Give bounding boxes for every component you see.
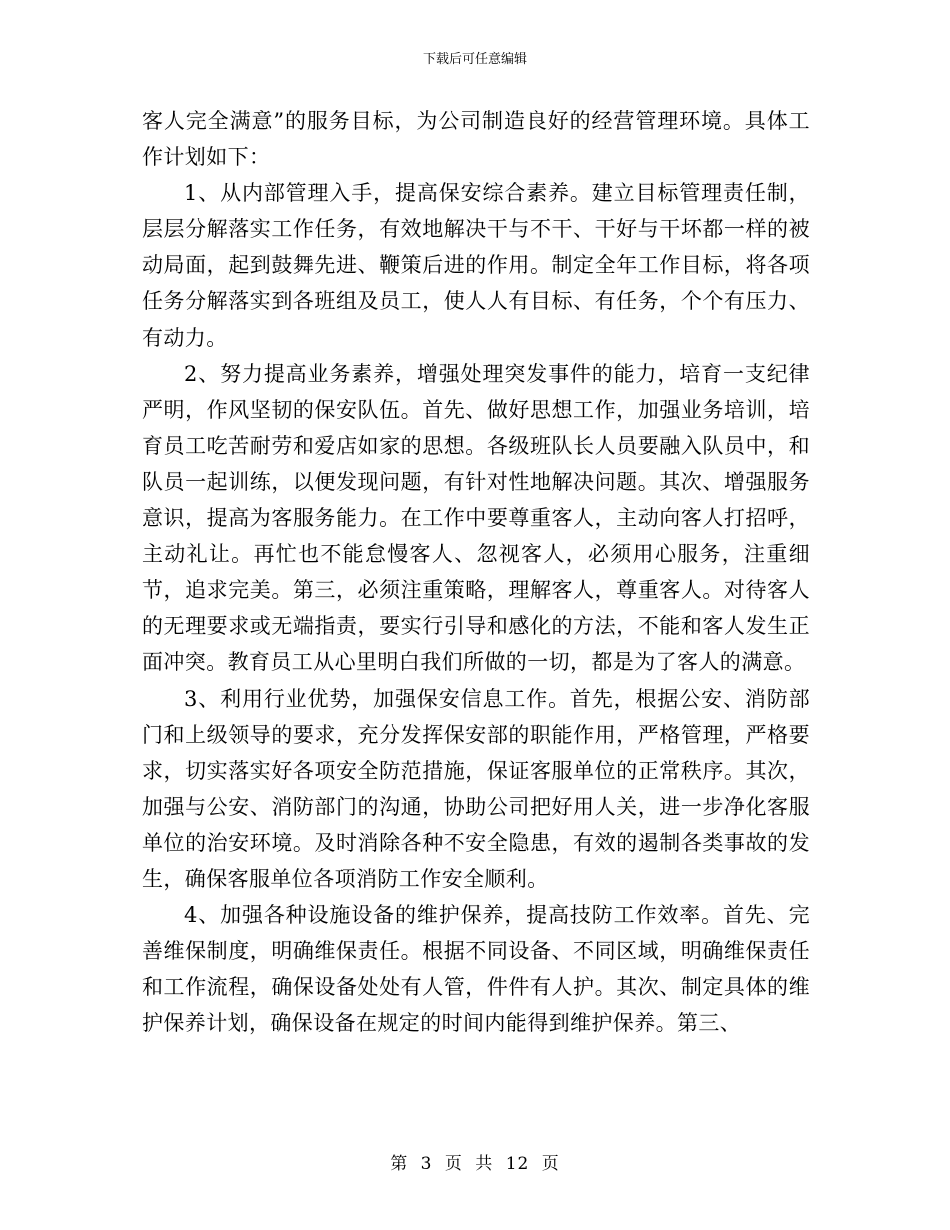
paragraph-item-2: 2、努力提高业务素养，增强处理突发事件的能力，培育一支纪律严明，作风坚韧的保安队伍。首先、做好思想工作，加强业务培训，培育员工吃苦耐劳和爱店如家的思想。各级班队长人员要融入队员中，和队员一起训练，以便发现问题，有针对性地解决问题。其次、增强服务意识，提高为客服务能力。在工作中要尊重客人，主动向客人打招呼，主动礼让。再忙也不能怠慢客人、忽视客人，必须用心服务，注重细节，追求完美。第三，必须注重策略，理解客人，尊重客人。对待客人的无理要求或无端指责，要实行引导和感化的方法，不能和客人发生正面冲突。教育员工从心里明白我们所做的一切，都是为了客人的满意。 <box>142 361 810 675</box>
page-header-note: 下载后可任意编辑 <box>422 52 527 67</box>
paragraph-item-3: 3、利用行业优势，加强保安信息工作。首先，根据公安、消防部门和上级领导的要求，充分发挥保安部的职能作用，严格管理，严格要求，切实落实好各项安全防范措施，保证客服单位的正常秩序。其次，加强与公安、消防部门的沟通，协助公司把好用人关，进一步净化客服单位的治安环境。及时消除各种不安全隐患，有效的遏制各类事故的发生，确保客服单位各项消防工作安全顺利。 <box>142 686 810 891</box>
document-body <box>142 103 810 1041</box>
paragraph-item-4: 4、加强各种设施设备的维护保养，提高技防工作效率。首先、完善维保制度，明确维保责任。根据不同设备、不同区域，明确维保责任和工作流程，确保设备处处有人管，件件有人护。其次、制定具体的维护保养计划，确保设备在规定的时间内能得到维护保养。第三、 <box>142 903 810 1036</box>
paragraph-continuation: 客人完全满意”的服务目标，为公司制造良好的经营管理环境。具体工作计划如下： <box>142 109 810 170</box>
paragraph-item-1: 1、从内部管理入手，提高保安综合素养。建立目标管理责任制，层层分解落实工作任务，有效地解决干与不干、干好与干坏都一样的被动局面，起到鼓舞先进、鞭策后进的作用。制定全年工作目标，将各项任务分解落实到各班组及员工，使人人有目标、有任务，个个有压力、有动力。 <box>142 181 810 350</box>
page-number: 第 3 页 共 12 页 <box>390 1154 560 1174</box>
